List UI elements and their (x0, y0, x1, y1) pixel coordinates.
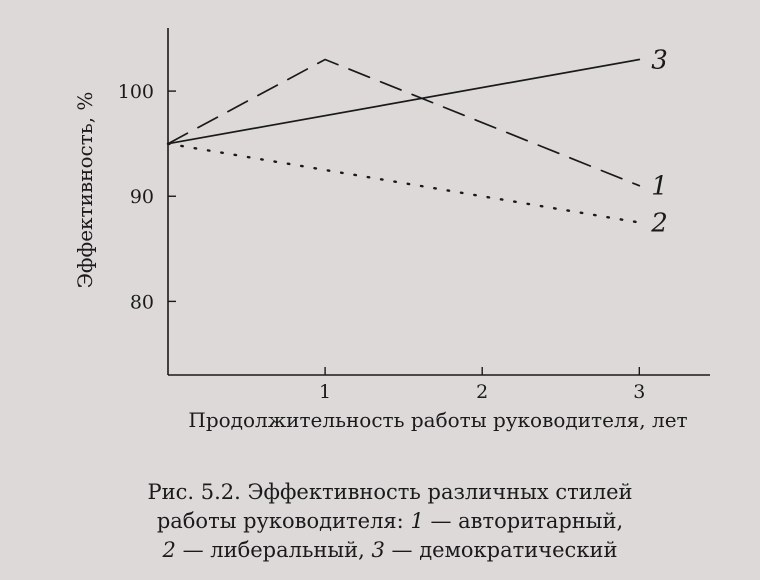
series-label-2: 2 (651, 208, 668, 239)
caption-number: 2 (162, 538, 176, 562)
y-tick-label: 80 (129, 291, 154, 314)
caption-line-3 (60, 536, 720, 565)
x-tick-label: 3 (633, 381, 646, 403)
caption-text: — авторитарный, (423, 509, 624, 533)
series-label-1: 1 (651, 171, 668, 202)
caption-text: работы руководителя: (156, 509, 411, 533)
figure-caption (60, 478, 720, 565)
series-label-3: 3 (651, 45, 668, 76)
caption-number: 3 (371, 538, 385, 562)
y-tick-label: 90 (129, 186, 154, 209)
chart-series-labels (650, 46, 668, 239)
chart-series (168, 60, 639, 223)
x-tick-label: 1 (319, 381, 332, 403)
caption-number: 1 (410, 509, 424, 533)
chart-axes (168, 28, 710, 375)
y-axis-label: Эффективность, % (73, 91, 97, 289)
caption-text: — демократический (384, 538, 618, 562)
caption-line-1: Рис. 5.2. Эффективность различных стилей (147, 480, 633, 504)
chart-ticks (118, 81, 646, 403)
series-line-1 (168, 60, 639, 186)
series-line-3 (168, 60, 639, 144)
x-tick-label: 2 (476, 381, 489, 403)
series-line-2 (168, 144, 639, 223)
y-tick-label: 100 (117, 81, 154, 104)
caption-text: — либеральный, (175, 538, 372, 562)
caption-line-2 (60, 507, 720, 536)
x-axis-label: Продолжительность работы руководителя, лет (188, 408, 688, 432)
